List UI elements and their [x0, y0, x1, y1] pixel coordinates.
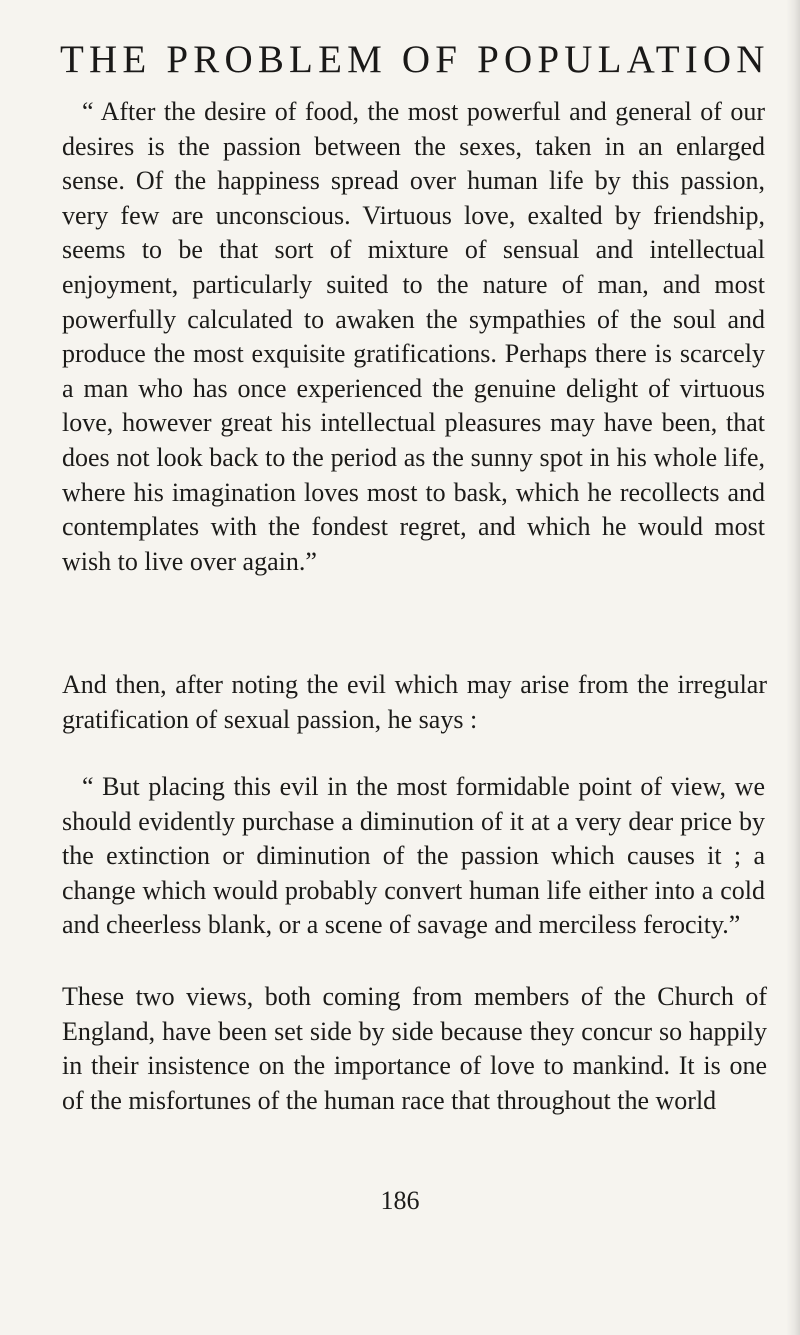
paragraph-2 [62, 980, 767, 1118]
paragraph-1 [62, 668, 767, 737]
quote-2-text: “ But placing this evil in the most formidable point of view, we should evidently purchase a diminution of it at a very dear price by the extinction or diminution of the passion which causes it ; a change which would probably convert human life either into a cold and cheerless blank, or a scene of savage and merciless ferocity.” [62, 772, 765, 940]
block-quote-1 [62, 95, 765, 579]
block-quote-2 [62, 770, 765, 943]
running-head: THE PROBLEM OF POPULATION [60, 38, 770, 81]
paragraph-1-text: And then, after noting the evil which may arise from the irregular gratification of sexual passion, he says : [62, 670, 767, 734]
paragraph-2-text: These two views, both coming from members of the Church of England, have been set side by side because they concur so happily in their insistence on the importance of love to mankind. It is one of the misfortunes of the human race that throughout the world [62, 982, 767, 1115]
quote-1-text: “ After the desire of food, the most powerful and general of our desires is the passion between the sexes, taken in an enlarged sense. Of the happiness spread over human life by this passion, very few are unconscious. Virtuous love, exalted by friendship, seems to be that sort of mixture of sensual and intellectual enjoyment, particularly suited to the nature of man, and most powerfully calculated to awaken the sympathies of the soul and produce the most exquisite gratifications. Perhaps there is scarcely a man who has once experienced the genuine delight of virtuous love, however great his intellectual pleasures may have been, that does not look back to the period as the sunny spot in his whole life, where his imagination loves most to bask, which he recollects and contemplates with the fondest regret, and which he would most wish to live over again.” [62, 97, 765, 576]
page-edge-shadow [786, 0, 800, 1335]
page-number: 186 [380, 1186, 420, 1215]
